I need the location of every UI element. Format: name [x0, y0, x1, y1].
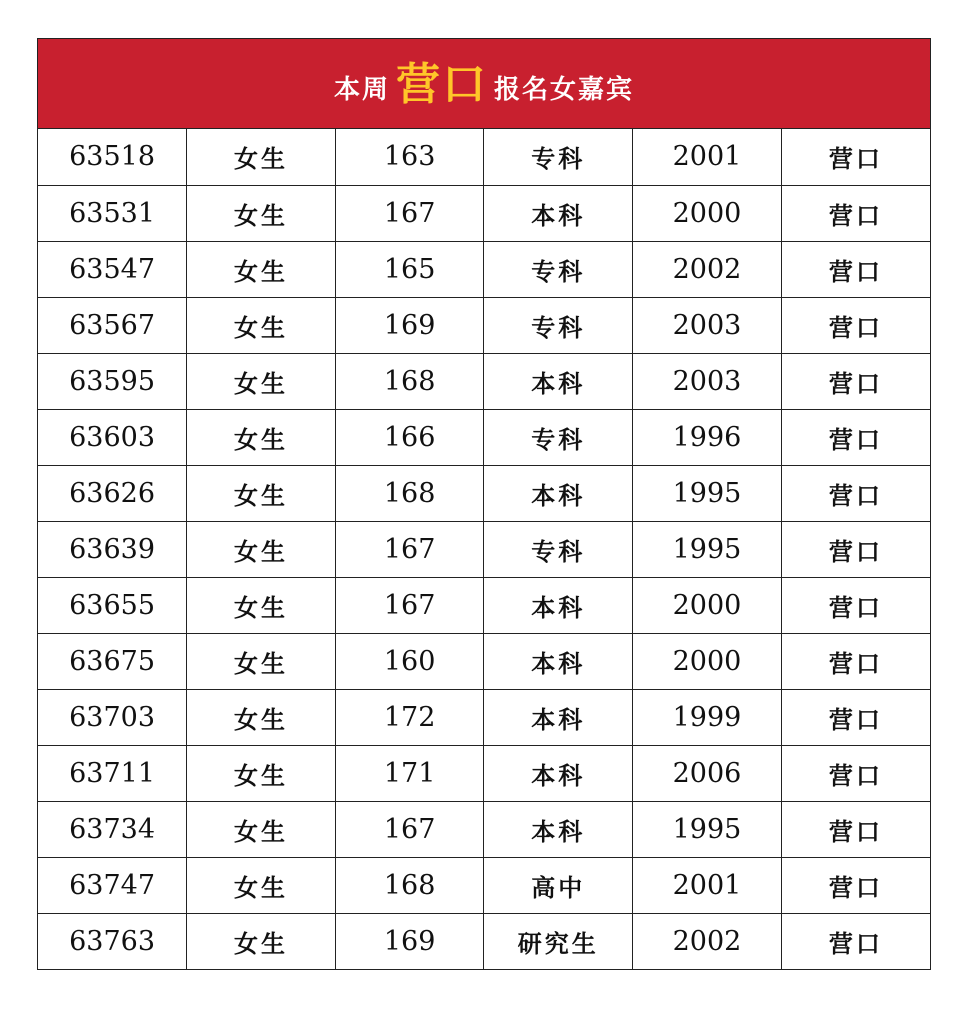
education-cell: 本科: [484, 633, 633, 689]
birth-year-cell: 2003: [633, 353, 782, 409]
height-cell: 168: [335, 465, 484, 521]
height-cell: 169: [335, 297, 484, 353]
gender-cell: 女生: [187, 857, 336, 913]
birth-year-cell: 1995: [633, 801, 782, 857]
education-cell: 专科: [484, 521, 633, 577]
education-cell: 专科: [484, 409, 633, 465]
education-cell: 本科: [484, 185, 633, 241]
title-highlight-city: 营口: [396, 58, 488, 110]
education-cell: 高中: [484, 857, 633, 913]
height-cell: 167: [335, 185, 484, 241]
education-cell: 本科: [484, 689, 633, 745]
table-row: [38, 185, 930, 241]
birth-year-cell: 1995: [633, 521, 782, 577]
table-row: [38, 857, 930, 913]
education-cell: 研究生: [484, 913, 633, 969]
birth-year-cell: 1995: [633, 465, 782, 521]
gender-cell: 女生: [187, 297, 336, 353]
city-cell: 营口: [781, 185, 930, 241]
id-cell: 63675: [38, 633, 187, 689]
title-lead: 本周: [333, 75, 390, 105]
applicant-table-body: [38, 129, 930, 969]
table-row: [38, 409, 930, 465]
table-row: [38, 801, 930, 857]
title-banner: [38, 39, 930, 129]
gender-cell: 女生: [187, 353, 336, 409]
id-cell: 63763: [38, 913, 187, 969]
birth-year-cell: 1996: [633, 409, 782, 465]
id-cell: 63531: [38, 185, 187, 241]
table-row: [38, 465, 930, 521]
gender-cell: 女生: [187, 913, 336, 969]
gender-cell: 女生: [187, 633, 336, 689]
gender-cell: 女生: [187, 577, 336, 633]
table-row: [38, 353, 930, 409]
table-row: [38, 129, 930, 185]
table-row: [38, 241, 930, 297]
title-tail: 报名女嘉宾: [494, 75, 635, 105]
id-cell: 63734: [38, 801, 187, 857]
applicant-table: [38, 129, 930, 969]
city-cell: 营口: [781, 465, 930, 521]
education-cell: 专科: [484, 129, 633, 185]
birth-year-cell: 2002: [633, 913, 782, 969]
city-cell: 营口: [781, 409, 930, 465]
table-row: [38, 521, 930, 577]
education-cell: 专科: [484, 297, 633, 353]
gender-cell: 女生: [187, 465, 336, 521]
birth-year-cell: 2001: [633, 129, 782, 185]
height-cell: 169: [335, 913, 484, 969]
city-cell: 营口: [781, 297, 930, 353]
height-cell: 163: [335, 129, 484, 185]
height-cell: 168: [335, 353, 484, 409]
table-row: [38, 577, 930, 633]
table-row: [38, 913, 930, 969]
city-cell: 营口: [781, 857, 930, 913]
birth-year-cell: 2000: [633, 577, 782, 633]
id-cell: 63626: [38, 465, 187, 521]
id-cell: 63567: [38, 297, 187, 353]
id-cell: 63547: [38, 241, 187, 297]
birth-year-cell: 2000: [633, 633, 782, 689]
table-row: [38, 689, 930, 745]
birth-year-cell: 2000: [633, 185, 782, 241]
height-cell: 167: [335, 801, 484, 857]
id-cell: 63595: [38, 353, 187, 409]
gender-cell: 女生: [187, 801, 336, 857]
table-row: [38, 745, 930, 801]
table-row: [38, 633, 930, 689]
height-cell: 166: [335, 409, 484, 465]
education-cell: 本科: [484, 745, 633, 801]
birth-year-cell: 2006: [633, 745, 782, 801]
city-cell: 营口: [781, 633, 930, 689]
height-cell: 172: [335, 689, 484, 745]
id-cell: 63747: [38, 857, 187, 913]
height-cell: 167: [335, 521, 484, 577]
education-cell: 本科: [484, 465, 633, 521]
city-cell: 营口: [781, 353, 930, 409]
id-cell: 63603: [38, 409, 187, 465]
id-cell: 63639: [38, 521, 187, 577]
gender-cell: 女生: [187, 129, 336, 185]
city-cell: 营口: [828, 929, 883, 958]
birth-year-cell: 2003: [633, 297, 782, 353]
city-cell: 营口: [781, 745, 930, 801]
height-cell: 167: [335, 577, 484, 633]
city-cell: 营口: [781, 129, 930, 185]
height-cell: 168: [335, 857, 484, 913]
city-cell: 营口: [781, 577, 930, 633]
gender-cell: 女生: [187, 521, 336, 577]
city-cell: 营口: [781, 521, 930, 577]
education-cell: 专科: [484, 241, 633, 297]
education-cell: 本科: [484, 577, 633, 633]
education-cell: 本科: [484, 801, 633, 857]
city-cell: 营口: [781, 241, 930, 297]
id-cell: 63703: [38, 689, 187, 745]
id-cell: 63655: [38, 577, 187, 633]
height-cell: 171: [335, 745, 484, 801]
gender-cell: 女生: [187, 689, 336, 745]
height-cell: 160: [335, 633, 484, 689]
applicant-board: [37, 38, 931, 970]
city-cell: 营口: [781, 801, 930, 857]
city-cell: 营口: [781, 689, 930, 745]
gender-cell: 女生: [187, 409, 336, 465]
table-row: [38, 297, 930, 353]
birth-year-cell: 1999: [633, 689, 782, 745]
gender-cell: 女生: [187, 241, 336, 297]
id-cell: 63711: [38, 745, 187, 801]
gender-cell: 女生: [187, 745, 336, 801]
gender-cell: 女生: [187, 185, 336, 241]
height-cell: 165: [335, 241, 484, 297]
birth-year-cell: 2001: [633, 857, 782, 913]
birth-year-cell: 2002: [633, 241, 782, 297]
id-cell: 63518: [38, 129, 187, 185]
education-cell: 本科: [484, 353, 633, 409]
